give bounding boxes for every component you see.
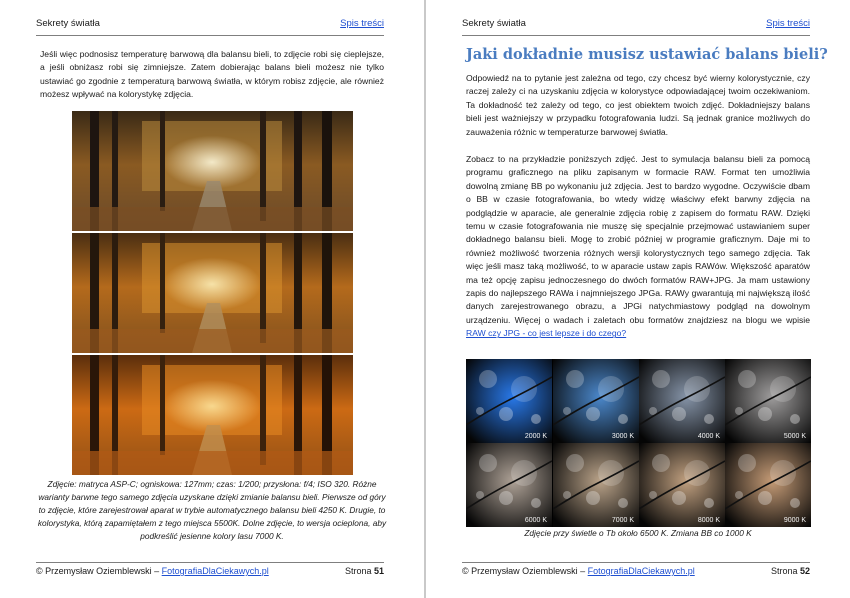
wb-sample-cell bbox=[466, 443, 552, 527]
footer-rule bbox=[36, 562, 384, 563]
raw-vs-jpg-link[interactable]: RAW czy JPG - co jest lepsze i do czego? bbox=[466, 328, 627, 339]
forest-photo-warm bbox=[72, 233, 353, 353]
toc-link[interactable]: Spis treści bbox=[340, 18, 384, 29]
wb-sample-cell bbox=[639, 359, 725, 443]
body-paragraph: Jeśli więc podnosisz temperaturę barwową dla balansu bieli, to zdjęcie robi się cieplejsze, a jeśli obniżasz robi się zimniejsze. Zatem dobierając balans bieli możesz nie tylko ustawiać go zgodnie z temperaturą barwową światła, w którym robisz zdjęcie, ale również możesz wpływać na kolorystykę zdjęcia. bbox=[40, 49, 384, 100]
wb-temperature-label: 9000 K bbox=[783, 517, 806, 524]
wb-temperature-label: 4000 K bbox=[697, 433, 720, 440]
footer-site-link[interactable]: FotografiaDlaCiekawych.pl bbox=[161, 566, 269, 576]
wb-sample-photo bbox=[466, 443, 552, 527]
wb-sample-cell bbox=[553, 359, 639, 443]
header-title: Sekrety światła bbox=[36, 18, 100, 29]
footer-site-link[interactable]: FotografiaDlaCiekawych.pl bbox=[587, 566, 695, 576]
wb-sample-cell bbox=[725, 359, 811, 443]
wb-sample-cell bbox=[553, 443, 639, 527]
wb-sample-photo bbox=[725, 443, 811, 527]
photo-caption: Zdjęcie: matryca ASP-C; ogniskowa: 127mm; czas: 1/200; przysłona: f/4; ISO 320. Różne warianty barwne tego samego zdjęcia uzyskane dzięki zmianie balansu bieli. Pierwsze od góry to zdjęcie, które zarejestrował aparat w trybie automatycznego balansu bieli 4250 K. Drugie, to kolorystyka, którą zapamiętałem z tego miejsca 5500K. Dolne zdjęcie, to wersja ocieplona, aby podkreślić jesienne kolory lasu 7000 K. bbox=[37, 479, 387, 541]
body-paragraph-1: Odpowiedź na to pytanie jest zależna od tego, czy chcesz być wierny kolorystycznie, czy raczej zależy ci na uzyskaniu zdjęcia w kolorystyce odpowiadającej twoim oczekiwaniom. Ta dokładność też zależy od tego, co jest obiektem twoich zdjęć. Dokładniejszy balans bieli jest ważniejszy w przypadku fotografowania ludzi. Są jednak granice możliwych do zauważenia różnic w temperaturze barwowej światła. bbox=[466, 73, 810, 137]
wb-temperature-label: 6000 K bbox=[524, 517, 547, 524]
footer-copyright: © Przemysław Oziemblewski – FotografiaDlaCiekawych.pl bbox=[36, 566, 269, 576]
wb-sample-cell bbox=[639, 443, 725, 527]
wb-sample-cell bbox=[466, 359, 552, 443]
page-number: Strona 52 bbox=[770, 566, 810, 576]
wb-sample-photo bbox=[553, 359, 639, 443]
grid-caption: Zdjęcie przy świetle o Tb około 6500 K. Zmiana BB co 1000 K bbox=[524, 528, 752, 538]
section-heading: Jaki dokładnie musisz ustawiać balans bieli? bbox=[466, 46, 828, 63]
wb-temperature-label: 5000 K bbox=[783, 433, 806, 440]
wb-temperature-label: 3000 K bbox=[611, 433, 634, 440]
toc-link[interactable]: Spis treści bbox=[766, 18, 810, 29]
header-rule bbox=[462, 35, 810, 36]
white-balance-grid bbox=[466, 359, 811, 527]
forest-photo-warmest bbox=[72, 355, 353, 475]
footer-copyright: © Przemysław Oziemblewski – FotografiaDlaCiekawych.pl bbox=[462, 566, 695, 576]
wb-sample-photo bbox=[553, 443, 639, 527]
wb-sample-photo bbox=[639, 443, 725, 527]
page-footer bbox=[36, 566, 384, 580]
header-title: Sekrety światła bbox=[462, 18, 526, 29]
wb-temperature-label: 7000 K bbox=[611, 517, 634, 524]
wb-sample-photo bbox=[466, 359, 552, 443]
page-footer bbox=[462, 566, 810, 580]
body-paragraph-2: Zobacz to na przykładzie poniższych zdjęć. Jest to symulacja balansu bieli za pomocą programu graficznego na pliku zapisanym w formacie RAW. Format ten umożliwia dowolną zmianę BB po wykonaniu już zdjęcia. Jest to bardzo wygodne. Oczywiście dbam o BB w czasie fotografowania, bo wtedy widzę właściwy efekt barwny zdjęcia na podglądzie w aparacie, ale generalnie zdjęcia robię z zapisem do formatu RAW. Dzięki temu w czasie fotografowania nie muszę się specjalnie przejmować ustawianiem super dokładnego balansu bieli. Mogę to zrobić później w programie graficznym. Daje mi to również możliwość tworzenia różnych wersji kolorystycznych tego samego zdjęcia. Tak więc jeśli masz taką możliwość, to w aparacie ustaw zapis RAWów. Większość aparatów ma też opcję zapisu jednoczesnego do dwóch formatów RAW+JPG. Ja mam ustawiony zapis do najlepszego RAWa i najmniejszego JPGa. RAWy gwarantują mi największą ilość danych zarejestrowanego obrazu, a JPGi natychmiastowy podgląd na dowolnym urządzeniu. Więcej o wadach i zaletach obu formatów znajdziesz na blogu we wpisie RAW czy JPG - co jest lepsze i do czego? bbox=[466, 154, 810, 339]
wb-sample-photo bbox=[639, 359, 725, 443]
footer-rule bbox=[462, 562, 810, 563]
wb-sample-photo bbox=[725, 359, 811, 443]
left-page bbox=[0, 0, 424, 598]
wb-temperature-label: 8000 K bbox=[697, 517, 720, 524]
header-rule bbox=[36, 35, 384, 36]
page-number: Strona 51 bbox=[344, 566, 384, 576]
page-header bbox=[36, 18, 384, 32]
forest-photo-neutral bbox=[72, 111, 353, 231]
page-header bbox=[462, 18, 810, 32]
wb-sample-cell bbox=[725, 443, 811, 527]
wb-temperature-label: 2000 K bbox=[524, 433, 547, 440]
